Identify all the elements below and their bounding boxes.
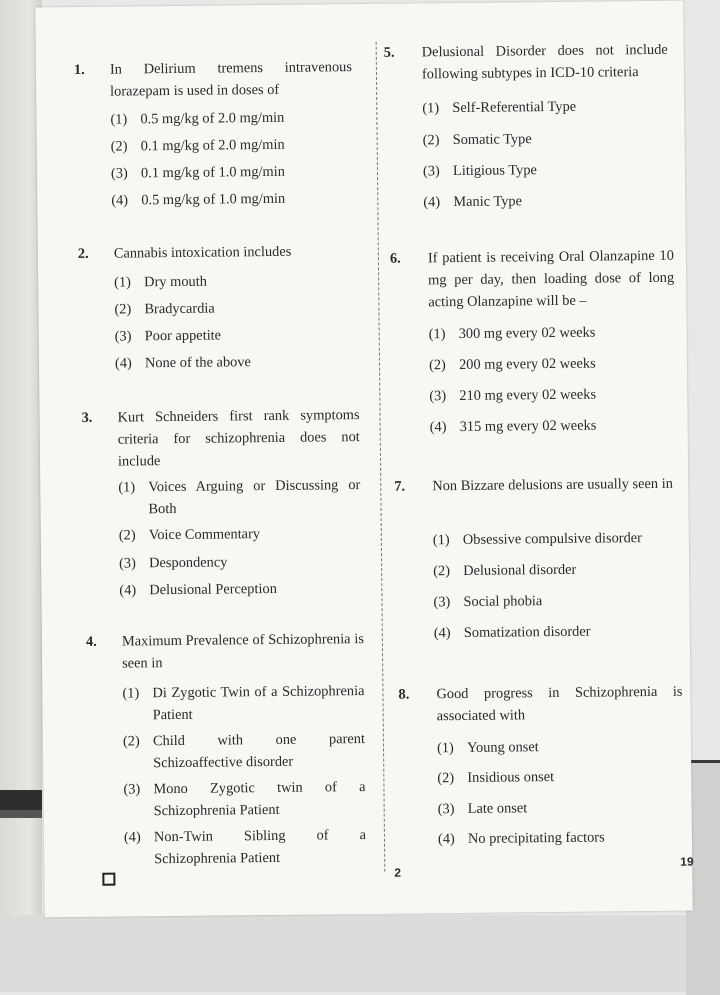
option-3[interactable]: (3) Poor appetite [114, 327, 222, 345]
question-number: 1. [73, 61, 85, 79]
scanner-bed-left [0, 0, 42, 992]
question-number: 7. [394, 478, 406, 495]
question-stem: Maximum Prevalence of Schizophrenia is seen in [121, 631, 364, 672]
question-stem: Good progress in Schizophrenia is associated with [436, 683, 683, 725]
question-stem: If patient is receiving Oral Olanzapine 10 mg per day, then loading dose of long acting Olanzapine will be – [427, 247, 675, 311]
question-number: 3. [81, 409, 93, 426]
question-3 [81, 404, 373, 607]
option-4[interactable]: (4) 315 mg every 02 weeks [429, 417, 597, 436]
option-1[interactable]: (1) Self-Referential Type [422, 98, 577, 117]
option-3[interactable]: (3) Litigious Type [422, 162, 537, 180]
option-3[interactable]: (3) Late onset [437, 800, 528, 818]
question-number: 4. [85, 633, 97, 650]
option-4[interactable]: (4) Delusional Perception [119, 580, 277, 599]
option-2[interactable]: (2) Delusional disorder [433, 561, 577, 580]
option-4[interactable]: (4) Non-Twin Sibling of a Schizophrenia Patient [123, 827, 367, 868]
question-4 [85, 628, 378, 868]
option-3[interactable]: (3) Despondency [118, 554, 228, 572]
question-5 [384, 39, 676, 212]
option-1[interactable]: (1) Di Zygotic Twin of a Schizophrenia Patient [122, 683, 365, 724]
question-8 [398, 681, 690, 854]
option-3[interactable]: (3) 0.1 mg/kg of 1.0 mg/min [110, 163, 285, 182]
option-2[interactable]: (2) Child with one parent Schizoaffective disorder [122, 731, 366, 772]
option-4[interactable]: (4) No precipitating factors [437, 829, 605, 848]
square-marker-icon [102, 873, 115, 886]
page-number-right: 19 [680, 854, 694, 869]
option-2[interactable]: (2) Insidious onset [437, 769, 555, 787]
option-1[interactable]: (1) Young onset [436, 739, 539, 757]
question-stem: In Delirium tremens intravenous lorazepam is used in doses of [109, 59, 352, 100]
scanner-bed-bottom [0, 915, 720, 992]
question-1 [74, 56, 366, 219]
question-7 [394, 473, 686, 646]
exam-page [35, 1, 692, 918]
option-3[interactable]: (3) 210 mg every 02 weeks [429, 386, 597, 405]
option-1[interactable]: (1) 300 mg every 02 weeks [428, 324, 596, 343]
option-3[interactable]: (3) Social phobia [433, 593, 543, 611]
question-2 [78, 240, 369, 373]
option-4[interactable]: (4) Manic Type [423, 193, 523, 211]
option-1[interactable]: (1) Voices Arguing or Discussing or Both [118, 477, 361, 518]
column-divider [376, 42, 386, 872]
option-2[interactable]: (2) Somatic Type [422, 131, 532, 149]
scanner-clip-shadow [0, 810, 42, 818]
option-4[interactable]: (4) 0.5 mg/kg of 1.0 mg/min [111, 190, 286, 209]
option-3[interactable]: (3) Mono Zygotic twin of a Schizophrenia Patient [123, 779, 366, 820]
question-stem: Non Bizzare delusions are usually seen in [432, 475, 673, 495]
option-2[interactable]: (2) Bradycardia [114, 300, 215, 318]
option-1[interactable]: (1) 0.5 mg/kg of 2.0 mg/min [110, 109, 285, 128]
question-number: 6. [389, 250, 401, 267]
option-4[interactable]: (4) Somatization disorder [433, 623, 591, 642]
question-stem: Cannabis intoxication includes [113, 243, 292, 262]
option-2[interactable]: (2) 0.1 mg/kg of 2.0 mg/min [110, 136, 285, 155]
question-number: 8. [398, 686, 410, 703]
option-4[interactable]: (4) None of the above [114, 354, 251, 372]
question-stem: Delusional Disorder does not include following subtypes in ICD-10 criteria [421, 41, 668, 83]
question-number: 2. [77, 245, 89, 262]
page-number-center: 2 [394, 865, 402, 880]
option-1[interactable]: (1) Dry mouth [114, 273, 207, 291]
question-stem: Kurt Schneiders first rank symptoms criteria for schizophrenia does not include [117, 407, 360, 470]
option-2[interactable]: (2) 200 mg every 02 weeks [428, 355, 596, 374]
question-number: 5. [383, 44, 395, 61]
question-6 [390, 245, 682, 438]
option-2[interactable]: (2) Voice Commentary [118, 526, 261, 544]
option-1[interactable]: (1) Obsessive compulsive disorder [432, 530, 642, 549]
